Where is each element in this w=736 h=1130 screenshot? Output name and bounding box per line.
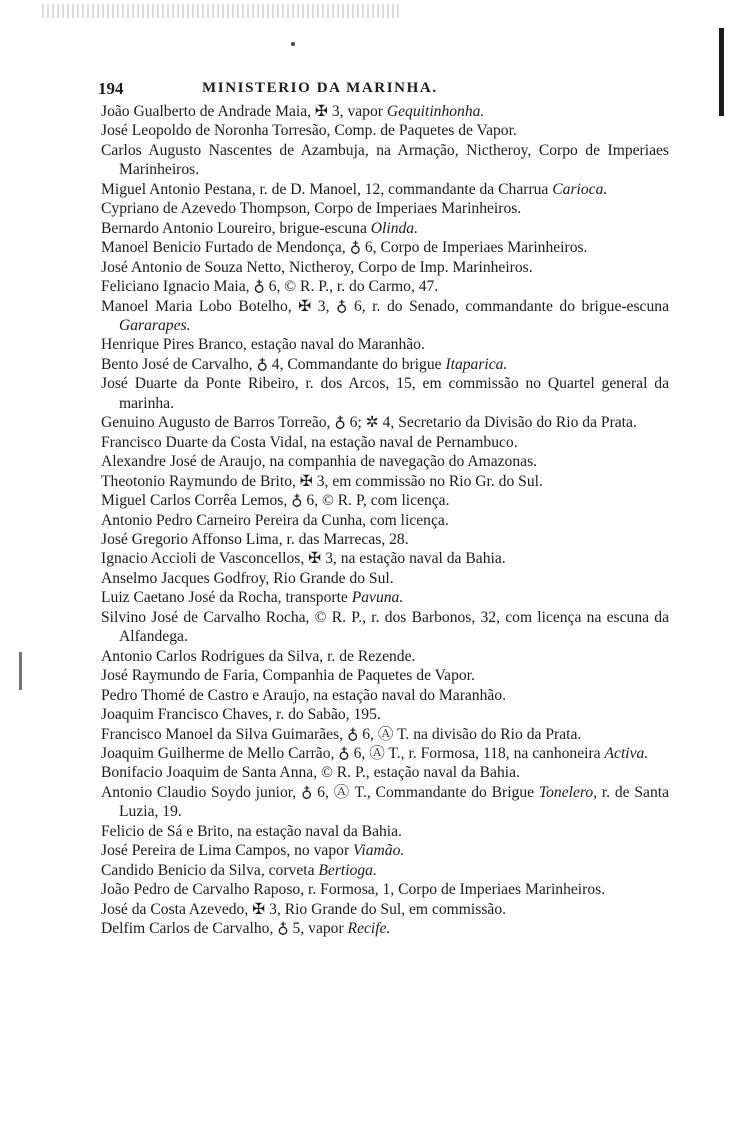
list-item [101, 511, 669, 530]
list-item [101, 725, 669, 744]
list-item [101, 744, 669, 763]
list-item [101, 258, 669, 277]
list-item [101, 472, 669, 491]
list-item [101, 530, 669, 549]
entry-text: Francisco Manoel da Silva Guimarães, ♁ 6, Ⓐ T. na divisão do Rio da Prata. [101, 725, 582, 743]
list-item [101, 880, 669, 899]
entry-text: Bento José de Carvalho, ♁ 4, Commandante do brigue [101, 355, 446, 373]
entry-text: Delfim Carlos de Carvalho, ♁ 5, vapor [101, 920, 348, 938]
entry-vessel-name: Recife. [347, 920, 391, 938]
entry-text: Silvino José de Carvalho Rocha, © R. P., r. dos Barbonos, 32, com licença na escuna da Alfandega. [101, 608, 669, 646]
entry-text: Ignacio Accioli de Vasconcellos, ✠ 3, na estação naval da Bahia. [101, 550, 506, 568]
list-item [101, 102, 669, 121]
entry-text: Felicio de Sá e Brito, na estação naval da Bahia. [101, 822, 402, 840]
list-item [101, 121, 669, 140]
list-item [101, 569, 669, 588]
list-item [101, 238, 669, 257]
list-item [101, 355, 669, 374]
list-item [101, 549, 669, 568]
entry-text: Miguel Antonio Pestana, r. de D. Manoel, 12, commandante da Charrua [101, 180, 553, 198]
binding-edge-mark [719, 28, 724, 116]
entry-vessel-name: Viamão. [353, 842, 405, 860]
entry-text: Antonio Pedro Carneiro Pereira da Cunha, com licença. [101, 511, 449, 529]
list-item [101, 374, 669, 413]
entry-text: José Leopoldo de Noronha Torresão, Comp. de Paquetes de Vapor. [101, 122, 517, 140]
entry-text: Alexandre José de Araujo, na companhia de navegação do Amazonas. [101, 453, 538, 471]
entry-text: Manoel Benicio Furtado de Mendonça, ♁ 6, Corpo de Imperiaes Marinheiros. [101, 239, 588, 257]
list-item [101, 180, 669, 199]
entry-text: Bernardo Antonio Loureiro, brigue-escuna [101, 219, 371, 237]
list-item [101, 686, 669, 705]
list-item [101, 433, 669, 452]
list-item [101, 919, 669, 938]
list-item [101, 491, 669, 510]
entry-text: Bonifacio Joaquim de Santa Anna, © R. P., estação naval da Bahia. [101, 764, 520, 782]
list-item [101, 841, 669, 860]
list-item [101, 335, 669, 354]
entry-text: João Pedro de Carvalho Raposo, r. Formosa, 1, Corpo de Imperiaes Marinheiros. [101, 881, 606, 899]
entry-text: Feliciano Ignacio Maia, ♁ 6, © R. P., r. do Carmo, 47. [101, 278, 439, 296]
entry-text: Pedro Thomé de Castro e Araujo, na estação naval do Maranhão. [101, 686, 507, 704]
list-item [101, 783, 669, 822]
page-number: 194 [98, 79, 124, 98]
entry-text: João Gualberto de Andrade Maia, ✠ 3, vapor [101, 103, 387, 120]
list-item [101, 199, 669, 218]
entry-text: Antonio Claudio Soydo junior, ♁ 6, Ⓐ T., Commandante do Brigue [101, 783, 539, 801]
entry-text: Antonio Carlos Rodrigues da Silva, r. de Rezende. [101, 647, 416, 665]
entry-text: José Antonio de Souza Netto, Nictheroy, Corpo de Imp. Marinheiros. [101, 258, 533, 276]
entry-vessel-name: Tonelero, [538, 783, 598, 801]
list-item [101, 219, 669, 238]
entry-vessel-name: Olinda. [370, 219, 418, 237]
entry-text: Theotonio Raymundo de Brito, ✠ 3, em commissão no Rio Gr. do Sul. [101, 472, 543, 490]
entry-text: José Raymundo de Faria, Companhia de Paquetes de Vapor. [101, 667, 475, 685]
margin-mark [19, 652, 22, 690]
entry-text: Carlos Augusto Nascentes de Azambuja, na Armação, Nictheroy, Corpo de Imperiaes Marinheiros. [101, 141, 669, 179]
entry-vessel-name: Itaparica. [445, 355, 508, 373]
page-title: MINISTERIO DA MARINHA. [202, 80, 438, 96]
entry-text: José da Costa Azevedo, ✠ 3, Rio Grande do Sul, em commissão. [101, 900, 507, 918]
page-header [98, 79, 670, 99]
entry-text: José Duarte da Ponte Ribeiro, r. dos Arcos, 15, em commissão no Quartel general da marinha. [101, 375, 669, 412]
list-item [101, 297, 669, 336]
entry-text: Genuino Augusto de Barros Torreão, ♁ 6; ✲ 4, Secretario da Divisão do Rio da Prata. [101, 414, 637, 432]
entry-vessel-name: Gequitinhonha. [386, 103, 485, 120]
list-item [101, 277, 669, 296]
entry-text: Joaquim Francisco Chaves, r. do Sabão, 195. [101, 706, 381, 724]
entry-text: Miguel Carlos Corrêa Lemos, ♁ 6, © R. P, com licença. [101, 492, 450, 510]
entry-text: José Pereira de Lima Campos, no vapor [101, 842, 354, 860]
entry-text: Francisco Duarte da Costa Vidal, na estação naval de Pernambuco. [101, 433, 518, 451]
entry-vessel-name: Bertioga. [318, 861, 377, 879]
ink-dot [291, 42, 295, 46]
list-item [101, 900, 669, 919]
entry-text: Henrique Pires Branco, estação naval do Maranhão. [101, 336, 425, 354]
entry-text: Candido Benicio da Silva, corveta [101, 861, 319, 879]
list-item [101, 608, 669, 647]
list-item [101, 666, 669, 685]
list-item [101, 763, 669, 782]
list-item [101, 861, 669, 880]
list-item [101, 141, 669, 180]
entry-text: José Gregorio Affonso Lima, r. das Marrecas, 28. [101, 530, 409, 548]
entry-text: Manoel Maria Lobo Botelho, ✠ 3, ♁ 6, r. do Senado, commandante do brigue-escuna [101, 297, 669, 315]
entry-text-after: r. de Santa Luzia, 19. [119, 783, 669, 821]
list-item [101, 588, 669, 607]
list-item [101, 647, 669, 666]
entry-text: Cypriano de Azevedo Thompson, Corpo de Imperiaes Marinheiros. [101, 200, 522, 218]
entry-vessel-name: Pavuna. [351, 589, 404, 607]
list-item [101, 413, 669, 432]
entry-vessel-name: Activa. [604, 744, 649, 762]
entry-list [101, 102, 669, 938]
print-smudge [42, 4, 402, 18]
entry-vessel-name: Carioca. [552, 180, 608, 198]
entry-text: Luiz Caetano José da Rocha, transporte [101, 589, 352, 607]
entry-text: Joaquim Guilherme de Mello Carrão, ♁ 6, Ⓐ T., r. Formosa, 118, na canhoneira [101, 744, 605, 762]
entry-text: Anselmo Jacques Godfroy, Rio Grande do Sul. [101, 569, 394, 587]
list-item [101, 452, 669, 471]
list-item [101, 705, 669, 724]
list-item [101, 822, 669, 841]
entry-vessel-name: Gararapes. [119, 316, 191, 334]
